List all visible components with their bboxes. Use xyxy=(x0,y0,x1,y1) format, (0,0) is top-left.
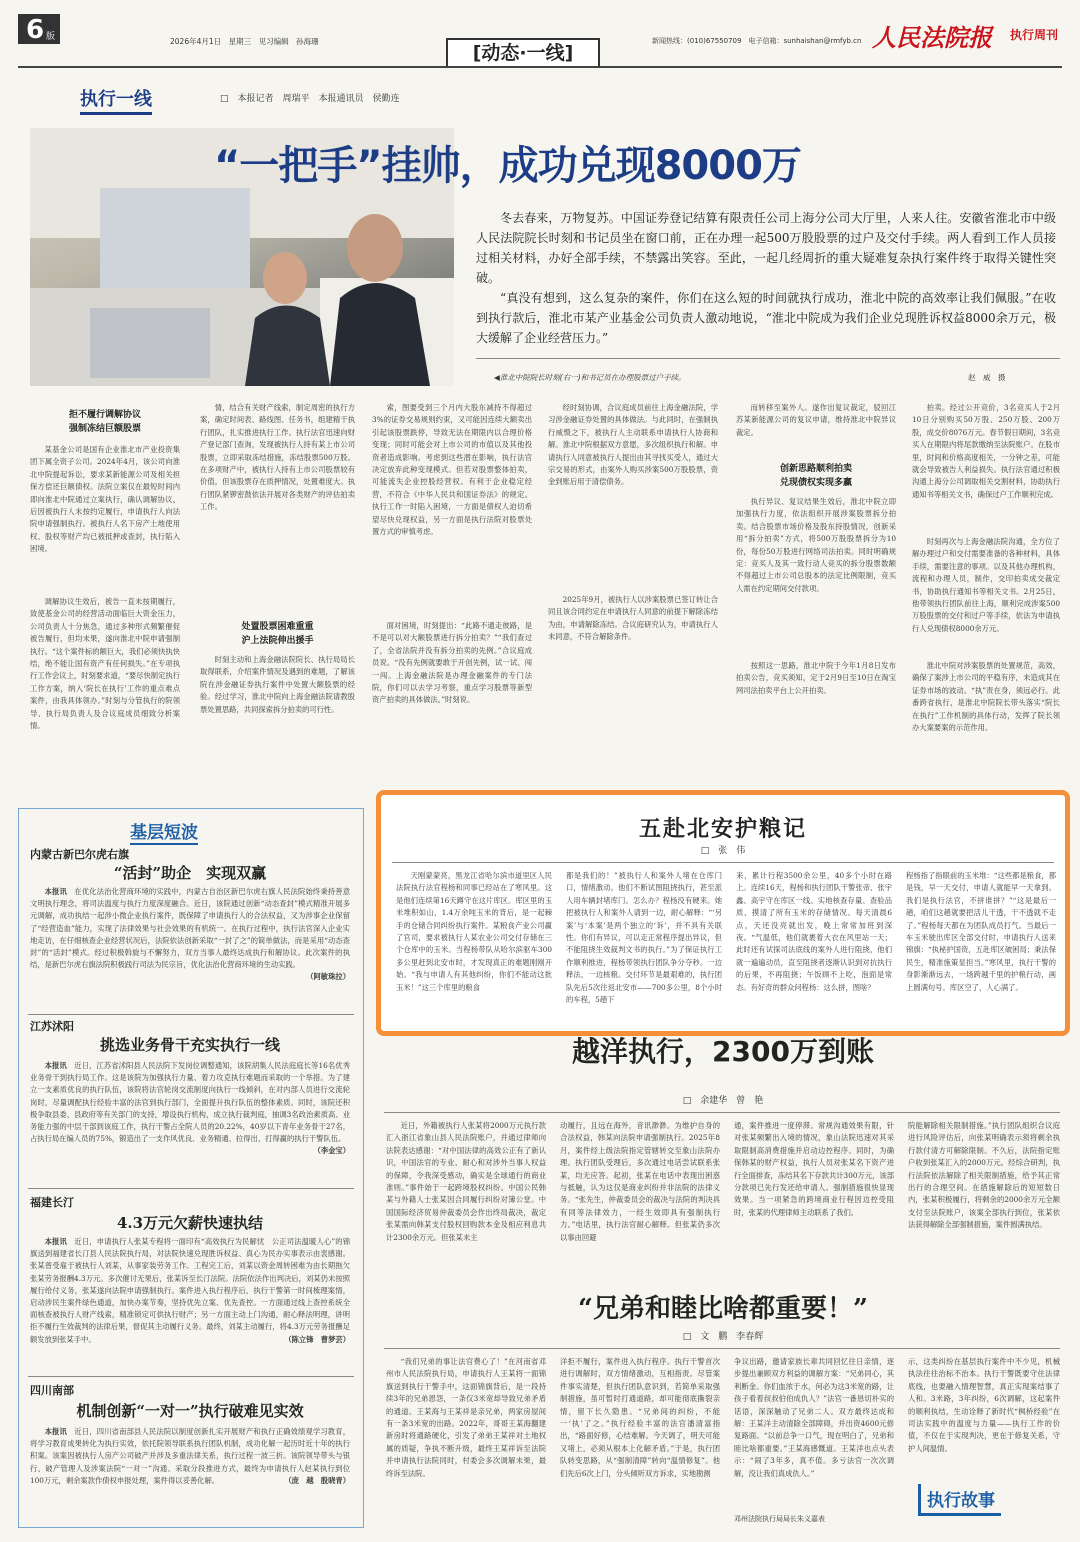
basic-text-2 xyxy=(30,1060,350,1184)
basic-body-4: 近日，四川省南部县人民法院以制度创新扎实开展财产和执行正确效绩观学习教育，将学习教育成果转化为执行实效，依托院领导联系执行团队机制，成功化解一起历时近十年的执行积案。该案因被执行人房产公司破产并涉及多重法律关系，执行过程一波三折。该院领导带头与银行、破产管理人及涉案法院“一对一”沟通、采取分段推进方式，最终为申请执行人赵某执行到位100万元，剩余案款作债权申报处理，案件得以妥善化解。 xyxy=(30,1427,350,1485)
story3-col-4: 院能解除相关限制措施。”执行团队组织合议庭进行风险评估后，向张某明确表示须将剩余执行款付清方可解除限制。不久后，法院指定账户收到张某汇入的2000万元。经综合研判，执行法院依法解除了相关限制措施，给予其正常出行的合理空间。在措施解除后的短短数日内，张某积极履行，将剩余的2000余万元全额支付至法院账户，该案全部执行到位，张某依法获得解除全部强制措施，案件圆满执结。 xyxy=(908,1121,1060,1230)
subhead-2: 处置股票困难重重 沪上法院伸出援手 xyxy=(241,622,314,646)
subhead-1: 拒不履行调解协议 强制冻结巨额股票 xyxy=(68,410,141,434)
story3-headline: 越洋执行，2300万到账 xyxy=(572,1035,874,1068)
story4-col-2: 洋拒不履行，案件进入执行程序。执行干警首次进行调解时，双方情绪激动，互相指责。尽管案件事实清楚，但执行团队意识到，若简单采取强制措施，虽可暂时打通道路，却可能彻底撕裂亲情，留下长久隐患。“兄弟间的纠纷，不能一‘执’了之。”执行经验丰富的法官潘清富指出，“路面好修，心结难解。今天调了，明天可能又堵上，必须从根本上化解矛盾。”于是，执行团队转变思路，从“强制清障”转向“温情修复”。他们先后6次上门，分头倾听双方诉求，实地勘测 xyxy=(560,1357,720,1478)
section-title: [动态·一线] xyxy=(446,38,600,68)
basic-label-3: 本报讯 xyxy=(44,1237,67,1246)
story2-headline: 五赴北安护粮记 xyxy=(638,816,807,842)
basic-body-3: 近日，申请执行人张某专程将一面印有“高效执行为民解忧 公正司法温暖人心”的锦旗送到福建省长汀县人民法院执行局，对法院快速兑现胜诉权益、真心为民办实事表示由衷感谢。张某曾受雇于被执行人刘某，从事家装劳务工作。工程完工后，刘某以资金周转困难为由长期拖欠张某劳务报酬4.3万元。多次催讨无果后，张某诉至长汀法院。法院依法作出判决后，刘某仍未按照履行给付义务，张某遂向法院申请强制执行。案件进入执行程序后，执行干警第一时间梳理案情，启动涉民生案件绿色通道，加快办案节奏，坚持优先立案、优先查控。一方面通过线上查控系统全面核查被执行人财产线索，精准锁定可供执行财产；另一方面主动上门沟通，耐心释法明理，讲明拒不履行生效裁判的法律后果，督促其主动履行义务。最终，刘某主动履行，将4.3万元劳务报酬足额发放到张某手中。 xyxy=(30,1237,350,1344)
lead-col-3b: 面对困境，时刻提出：“此路不通走彼路，是不是可以对大额股票进行拆分拍卖？”“我们查过了，全省法院并没有拆分拍卖的先例。”合议庭成员说。“没有先例就要敢于开创先例，试一试、闯一闯。上海金融法院是办理金融案件的专门法院，你们可以去学习考察，重点学习股票等新型资产拍卖的具体做法。”时刻说。 xyxy=(372,621,532,705)
lead-col-5b: 执行异议、复议结果生效后，淮北中院立即加强执行力度，依法组织开展涉案股票拆分拍卖。结合股票市场价格及股东持股情况，创新采用“拆分拍卖”方式，将500万股股票拆分为10份，每份50万股进行网络司法拍卖。同时明确规定：竞买人及其一致行动人竞买的拆分股票数额不得超过上市公司总股本的法定比例限制，竞买人需在约定期间交付款项。 xyxy=(736,497,896,593)
lead-col-2b: 时刻主动和上海金融法院院长、执行局局长取得联系，介绍案件情况及遇到的难题，了解该院在涉金融证券执行案件中处置大额股票的经验。经过学习，淮北中院向上海金融法院请教股票处置思路，共同探索拆分拍卖的可行性。 xyxy=(200,655,355,714)
lead-intro-2-text: “真没有想到，这么复杂的案件，你们在这么短的时间就执行成功，淮北中院的高效率让我们佩服。”在收到执行款后，淮北市某产业基金公司负责人激动地说，“淮北中院成为我们企业兑现胜诉权益8000余万元，极大缓解了企业经营压力。” xyxy=(476,291,1056,345)
subhead-3: 创新思路顺利拍卖 兑现债权实现多赢 xyxy=(779,464,852,488)
basic-divider-2 xyxy=(28,1188,354,1189)
basic-region-3: 福建长汀 xyxy=(30,1196,74,1209)
lead-intro-text: 冬去春来，万物复苏。中国证券登记结算有限责任公司上海分公司大厅里，人来人往。安徽省淮北市中级人民法院院长时刻和书记员坐在窗口前，正在办理一起500万股股票的过户及交付手续。两人看到工作人员接过相关材料，办好全部手续，不禁露出笑容。至此，一起几经周折的重大疑难复杂执行案件终于取得关键性突破。 xyxy=(476,211,1056,285)
lead-col-3: 索，图要受到三个月内大股东减持不得超过3%的证券交易规则约束，又可能因连续大额卖出引起该股票跌停，导致无法在期限内以合理价格变现；同时可能会对上市公司的市值以及其他投资者造成影响。考虑到这些潜在影响，执行法官决定放弃此种变现模式。但若对股票整体拍卖，可能流失企业控股经营权。有利于企业稳定经营，不符合《中华人民共和国证券法》的规定。执行工作一时陷入困境，一方面是债权人迫切希望尽快兑现权益，另一方面是执行法院对股票处置方式的审慎考虑。 xyxy=(372,403,532,537)
lead-col-6: 拍卖。经过公开竞价，3名竞买人于2月10日分别购买50万股、250万股、200万股，成交价8076万元。春节假日期间，3名竞买人在期限内将尾款缴纳至法院账户。在股市里，时间和价格高度相关，一分钟之差，可能就会导致被告人利益损失。执行法官通过积极沟通上海分公司调取相关交割材料，协助执行通知书等相关文书，确保过户工作顺利完成。 xyxy=(912,403,1060,499)
lead-byline: □ 本报记者 周瑞平 本报通讯员 侯勤连 xyxy=(220,94,400,104)
basic-label-2: 本报讯 xyxy=(44,1061,67,1070)
lead-col-6b: 时刻再次与上海金融法院沟通，全方位了解办理过户和交付需要准备的各种材料，具体手续，需要注意的事项。以及其他办理机构，流程和办理人员，制作，交印拍卖成交裁定书，协助执行通知书等相关文书。2月25日，他带领执行团队前往上海，顺利完成涉案500万股股票的交付和过户等手续，依法为申请执行人兑现债权8000余万元。 xyxy=(912,537,1060,633)
header-hotline: 新闻热线：(010)67550709 电子信箱：sunhaishan@rmfyb.cn xyxy=(652,37,862,45)
story2-col-4: 程杨指了指眼前的玉米堆：“这些都是粮食，都是钱，早一天交付，申请人就能早一天拿到。我们是执行法官，不拼谁拼？”“这是最后一趟，咱们这趟就要把活儿干透，干不透就不走了。”程杨每天都在为团队成员打气。当最后一车玉米驶出库区全部交付时，申请执行人送来锦旗：“执秘护国资，五赴库区破困局；秉法保民生，精准施策显担当。”寒风里，执行干警的身影渐渐远去，一场跨越千里的护粮行动，画上圆满句号。库区空了，人心满了。 xyxy=(906,871,1056,992)
page-number: 6 xyxy=(26,15,45,45)
caption-rule xyxy=(476,358,1060,359)
basic-sign-4: （庞 越 殷晓青） xyxy=(284,1475,350,1485)
exec-story-tag: 执行故事 xyxy=(918,1484,1001,1516)
lead-col-6c: 淮北中院对涉案股票的处置规范，高效，确保了案涉上市公司的平稳有序，未造成其在证券市场的波动。“执”责在身，须远必行。此番跨省执行，是淮北中院院长带头落实“院长在执行”工作机制的具体行动，发挥了院长领办大案要案的示范作用。 xyxy=(912,661,1060,733)
story2-col-3: 来，累计行程3500余公里，40多个小时在路上。连续16天，程杨和执行团队干警张帝、张宇鑫、高宇守在库区一线。实地核查存量、查验品质、摸清了所有玉米的存储情况。每天清晨6点，天还没亮就出发，晚上常常加班到深夜。“气温低，他们就裹着大衣在风里站一天；此时还有试探司法底线的案外人进行阻挠，他们就一遍遍动员，直至阻挠者逐渐认识到对抗执行的后果，不再阻挠；午饭顾不上吃，泡面是常态。有好奇的群众问程杨：这么拼，图啥？ xyxy=(736,871,892,992)
page-number-suffix: 版 xyxy=(46,32,56,42)
story2-rule xyxy=(392,862,1054,863)
supplement-title: 执行周刊 xyxy=(1010,28,1059,42)
story2-byline: □ 张 伟 xyxy=(700,846,746,856)
photo-credit: 赵 威 摄 xyxy=(968,373,1006,382)
lead-col-1b: 调解协议生效后，被告一直未按期履行，致使基金公司的经营活动面临巨大资金压力，公司负责人十分焦急，通过多种形式频繁催促被告履行，但均未果，遂向淮北中院申请强制执行。“这个案件标的额巨大，我们必须快执快结，绝不能让国有资产有任何损失。”在专项执行工作会议上，时刻要求道，“要尽快制定执行工作方案，纳入‘院长在执行’工作的重点难点案件，由我具体领办。”时刻与分管执行的院领导、执行局负责人及合议庭成员细致分析案情。 xyxy=(30,597,180,731)
basic-region-2: 江苏沭阳 xyxy=(30,1020,74,1033)
basic-headline-2: 挑选业务骨干充实执行一线 xyxy=(99,1036,280,1054)
lead-col-2: 情，结合有关财产线索，制定周密的执行方案，确定时间表、路线图、任务书，组建精干执行团队，扎实推进执行工作。执行法官迅速向财产登记部门查询，发现被执行人持有某上市公司股票，立即采取冻结措施，冻结股票500万股。在多项财产中，被执行人持有上市公司股票较有价值，但该股票存在质押情况，处置难度大。执行团队紧锣密鼓依法开展对各类财产的评估拍卖工作。 xyxy=(200,403,355,512)
story3-rule xyxy=(384,1112,1060,1113)
page-number-badge xyxy=(18,14,60,44)
column-tag: 执行一线 xyxy=(80,85,152,115)
story3-col-1: 近日，外籍被执行人张某将2000万元执行款汇入浙江省象山县人民法院账户，并通过律师向法院表达感谢：“对中国法律的高效公正有了新认识，中国法官的专业、耐心和对涉外当事人权益的保障，令我深受感动，确实是全球通行的商业准则。”事件始于一起跨境股权纠纷。中国公民韩某与外籍人士张某因合同履行纠纷对簿公堂。中国国际经济贸易仲裁委员会作出终局裁决，裁定张某需向韩某支付股权回购款本金及相应利息共计2300余万元。但张某未主 xyxy=(386,1121,546,1242)
basic-divider-3 xyxy=(28,1376,354,1377)
story4-sign: 邓州法院执行局局长朱义嘉表 xyxy=(734,1515,825,1523)
basic-title: 基层短波 xyxy=(130,818,198,845)
basic-region-4: 四川南部 xyxy=(30,1384,74,1397)
story3-col-2: 动履行，且远在海外，音讯渺渺。为维护自身的合法权益，韩某向法院申请强制执行。2025年8月，案件经上级法院指定管辖转交至象山法院办理。执行团队受理后，多次通过电话尝试联系张某，均无应答。起初，张某在电话中表现出困惑与抵触，认为这仅是商业纠纷并非法院的法律义务。“张先生，仲裁委员会的裁决与法院的判决具有同等法律效力，一经生效即具有强制执行力。”电话里，执行法官耐心解释。但张某仍多次以事由回避 xyxy=(560,1121,720,1242)
lead-intro xyxy=(476,208,1056,288)
story4-headline: “兄弟和睦比啥都重要！” xyxy=(578,1294,868,1324)
lead-col-5c: 按照这一思路，淮北中院于今年1月8日发布拍卖公告，竞买须知，定于2月9日至10日在淘宝网司法拍卖平台上公开拍卖。 xyxy=(736,661,896,695)
lead-col-5: 而转移至案外人。遂作出复议裁定，驳回江苏某新能源公司的复议申请，维持淮北中院异议裁定。 xyxy=(736,403,896,437)
basic-body-1: 在优化法治化营商环境的实践中，内蒙古自治区新巴尔虎右旗人民法院始终秉持善意文明执行理念，将司法温度与执行力度深度融合。近日，该院通过创新“动态查封”模式精准开展多元调解，成功执结一起涉小微企业执行案件，既保障了申请执行人的合法权益，又为涉事企业保留了“经营造血”能力，实现了法律效果与社会效果的有机统一。在执行过程中，执行法官深入企业实地走访，在仔细核查企业经营状况后，法院依法创新采取“一封了之”的简单做法，而是采用“动态查封”的“活封”模式。经过积极斡旋与不懈努力，双方当事人最终达成执行和解协议。此次案件的执结，是新巴尔虎右旗法院积极践行司法为民宗旨，优化法治化营商环境的生动实践。 xyxy=(30,887,350,970)
paper-name: 人民法院报 xyxy=(872,23,992,52)
basic-headline-3: 4.3万元欠薪快速执结 xyxy=(116,1214,264,1232)
basic-text-4 xyxy=(30,1426,350,1522)
basic-headline-4: 机制创新“一对一”执行破难见实效 xyxy=(76,1402,304,1420)
lead-col-1: 某基金公司是国有企业淮北市产业投资集团下属全资子公司。2024年4月，该公司向淮北中院提起诉讼，要求某新能源公司及相关担保方偿还巨额债权。法院立案仅在最短时间内即向淮北中院通过立案执行，确认调解协议，后因被执行人未按约定履行，申请执行人向法院申请强制执行。被执行人名下房产土地使用权、股权等财产均已被抵押或查封，执行陷入困境。 xyxy=(30,445,180,554)
story2-col-2: 都是我们的！”被执行人和案外人堵在仓库门口，情绪激动。他们不断试图阻挠执行，甚至派人用车辆封堵库门。怎么办？程杨没有硬来。她把被执行人和案外人请到一边，耐心解释：“‘另案’与‘本案’是两个独立的‘诉’，并不具有关联性。你们有异议，可以走正常程序提出异议，但不能阻挠生效裁判文书的执行。”为了保证执行工作顺利推进，程杨带领执行团队争分夺秒。一边释法，一边核粮。交付环节是最艰难的，执行团队先后5次往返北安市——700多公里，8个小时的车程，5趟下 xyxy=(566,871,722,1005)
basic-label-1: 本报讯 xyxy=(44,887,67,896)
basic-text-1 xyxy=(30,886,350,1010)
lead-headline: “一把手”挂帅，成功兑现8000万 xyxy=(214,143,801,189)
lead-intro-2 xyxy=(476,288,1056,348)
basic-region-1: 内蒙古新巴尔虎右旗 xyxy=(30,848,129,861)
header-date-line: 2026年4月1日 星期三 见习编辑 孙海珊 xyxy=(170,37,319,46)
story4-col-3: 争议出路，邀请家族长辈共同回忆往日亲情，逐步提出兼顾双方利益的调解方案：“兄弟同心，其利断金。你们血浓于水，何必为这3米宽的路，让孩子看着叔叔伯伯成仇人？”法官一番恳切朴实的话语，深深触动了兄弟二人。双方最终达成和解：王某洋主动清除全部障碍，并出资4600元修复路面。“以前总争一口气，现在明白了，兄弟和睦比啥都重要。”王某海感慨道。王某洋也点头表示：“闹了3年多，真不值。多亏法官一次次调解，没让我们真成仇人。” xyxy=(734,1357,894,1478)
story3-col-3: 通，案件推进一度停滞。常规沟通效果有限，针对张某频繁出入境的情况，象山法院迅速对其采取限制高消费措施并启动边控程序。同时，为确保韩某的财产权益，执行人员对张某名下资产进行全面排查，冻结其名下存款共计300万元，该部分款项已先行发还给申请人。强制措施很快显现效果。当一项紧急的跨境商业行程因边控受阻时，张某的代理律师主动联系了我们。 xyxy=(734,1121,894,1217)
lead-col-4: 经时刻协调，合议庭成员前往上海金融法院，学习涉金融证券处置的具体做法。与此同时，在强制执行威慑之下，被执行人主动联系申请执行人协商和解。淮北中院根据双方意愿，多次组织执行和解。申请执行人同意被执行人提出由其寻找买受人，通过大宗交易的形式，由案外人购买涉案500万股股票，资金到账后用于清偿债务。 xyxy=(548,403,718,487)
basic-label-4: 本报讯 xyxy=(44,1427,67,1436)
lead-col-4b: 2025年9月，被执行人以涉案股票已签订转让合同且该合同约定在申请执行人同意的前提下解除冻结为由，申请解除冻结。合议庭研究认为，申请执行人未同意，不符合解除条件。 xyxy=(548,595,718,642)
basic-sign-1: （阿敏珠拉） xyxy=(306,972,350,982)
basic-text-3 xyxy=(30,1236,350,1372)
basic-divider-1 xyxy=(28,1014,354,1015)
basic-headline-1: “活封”助企 实现双赢 xyxy=(113,864,267,882)
story4-byline: □ 文 鹏 李春辉 xyxy=(682,1332,764,1342)
story2-col-1: 天刚蒙蒙亮，黑龙江省哈尔滨市道里区人民法院执行法官程杨和同事已经站在了寒风里。这是他们连续第16天蹲守在这片库区。库区里的玉米堆积如山，1.4万余吨玉米的背后，是一起棘手的仓储合同纠纷执行案件。某粮食产业公司赢了官司，要求被执行人某农业公司交付存储在三个仓库中的玉米。当程杨带队从哈尔滨驱车300多公里赶到北安市时，才发现真正的难题刚刚开始。“我与申请人有其他纠纷，你们不能动这批玉米！”这三个库里的粮食 xyxy=(396,871,552,992)
story4-col-1: “我们兄弟的事让法官费心了！”在河南省邓州市人民法院执行局，申请执行人王某将一面锦旗送到执行干警手中，这面锦旗背后，是一段持续3年的兄弟恩怨，一条仅3米宽却导致兄弟矛盾的通道。王某海与王某祥是亲兄弟，两家房屋间有一条3米宽的出路。2022年，哥哥王某海翻建新房时将通路硬化，引发了弟弟王某祥对土地权属的质疑，争执不断升级，最终王某祥诉至法院并申请执行法院同时，村委会多次调解未果，最终诉至法院。 xyxy=(386,1357,546,1478)
story3-byline: □ 余建华 曾 艳 xyxy=(682,1096,764,1106)
photo-caption: ◀淮北中院院长时刻(右一)和书记员在办理股票过户手续。 xyxy=(494,373,686,382)
basic-sign-2: （李金宝） xyxy=(313,1146,350,1156)
basic-sign-3: （陈立锋 曹梦芸） xyxy=(284,1334,350,1344)
header-rule xyxy=(18,66,1062,68)
story4-rule xyxy=(384,1348,1060,1349)
story4-col-4: 示，这类纠纷在基层执行案件中不少见，机械执法往往治标不治本。执行干警既要守住法律底线，也要融入情理智慧，真正实现案结事了人和。3米路，3年纠纷，6次调解，这起案件的顺利执结，生动诠释了新时代“枫桥经验”在司法实践中的温度与力量——执行工作的价值，不仅在于实现判决，更在于修复关系，守护人间温情。 xyxy=(908,1357,1060,1453)
basic-body-2: 近日，江苏省沭阳县人民法院下发岗位调整通知，该院胡集人民法庭庭长等16名优秀业务骨干到执行局工作。这是该院为加强执行力量、着力攻克执行难题而采取的一个举措。为了建立一支素质优良的执行队伍，该院将法官轮岗交流制度向执行一线倾斜，在对内部人员进行交流轮岗时，尽量调配执行经验丰富的法官到执行部门，全面提升执行队伍的整体素质。同时，该院还积极争取县委、县政府等有关部门的支持，增设执行机构，成立执行裁判庭，抽调3名政治素质高、业务能力强的中层干部到该庭工作，执行干警占全院人员的20.22%，40岁以下青年业务骨干27名，占执行局在编人员的75%，锻造出了一支作风优良、业务精通、拉得出、打得赢的执行干警队伍。 xyxy=(30,1061,350,1144)
